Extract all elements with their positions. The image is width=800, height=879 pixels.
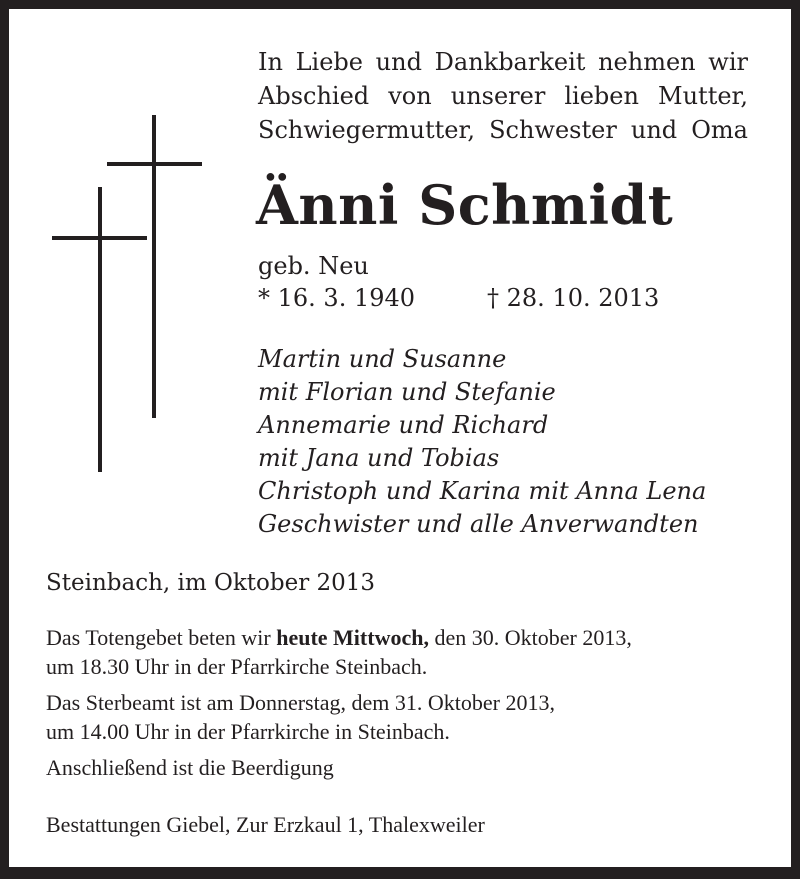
family-line: Martin und Susanne — [258, 345, 507, 373]
obituary-card — [9, 9, 791, 867]
intro-text — [258, 45, 748, 147]
burial-info: Anschließend ist die Beerdigung — [46, 755, 334, 780]
family-line: Annemarie und Richard — [258, 411, 549, 439]
life-dates — [258, 282, 660, 314]
requiem-location: um 14.00 Uhr in der Pfarrkirche in Steinbach. — [46, 719, 450, 744]
prayer-day: heute Mittwoch, — [276, 625, 429, 650]
prayer-prefix: Das Totengebet beten wir — [46, 625, 277, 650]
funeral-home: Bestattungen Giebel, Zur Erzkaul 1, Thalexweiler — [46, 812, 485, 837]
service-details — [46, 623, 632, 789]
intro-line: Abschied von unserer lieben Mutter, — [258, 82, 748, 110]
prayer-date: den 30. Oktober 2013, — [428, 625, 632, 650]
requiem-info — [46, 688, 632, 746]
birth-name: geb. Neu — [258, 252, 369, 280]
birth-date: * 16. 3. 1940 — [258, 284, 416, 312]
intro-line: Schwiegermutter, Schwester und Oma — [258, 116, 748, 144]
deceased-name: Änni Schmidt — [256, 173, 674, 237]
family-line: Christoph und Karina mit Anna Lena — [258, 477, 707, 505]
family-list — [258, 343, 706, 541]
requiem-date: Das Sterbeamt ist am Donnerstag, dem 31. Oktober 2013, — [46, 690, 555, 715]
place-date: Steinbach, im Oktober 2013 — [46, 570, 376, 596]
death-date: † 28. 10. 2013 — [487, 284, 660, 312]
family-line: mit Florian und Stefanie — [258, 378, 556, 406]
family-line: mit Jana und Tobias — [258, 444, 500, 472]
intro-line: In Liebe und Dankbarkeit nehmen wir — [258, 48, 748, 76]
prayer-location: um 18.30 Uhr in der Pfarrkirche Steinbach. — [46, 654, 428, 679]
family-line: Geschwister und alle Anverwandten — [258, 510, 699, 538]
prayer-info — [46, 623, 632, 681]
